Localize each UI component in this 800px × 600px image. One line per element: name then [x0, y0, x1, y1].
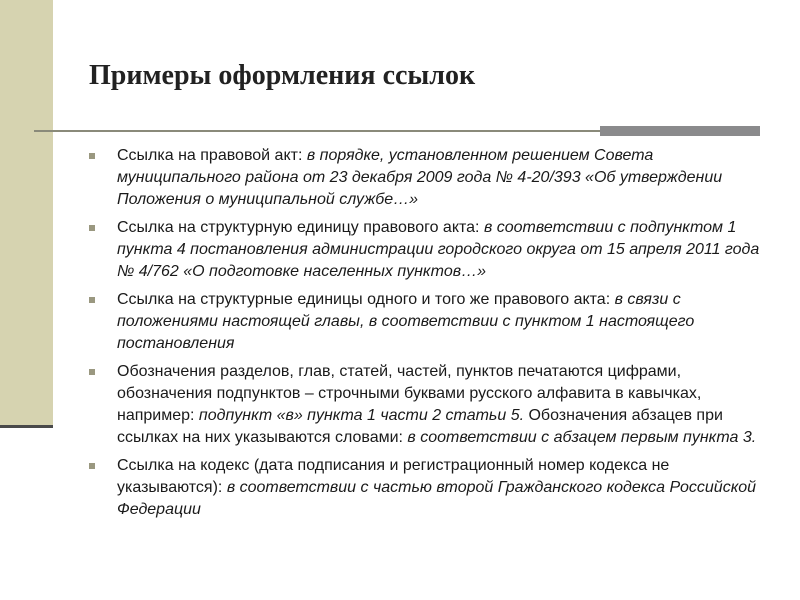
- item-example: в соответствии с абзацем первым пункта 3.: [407, 429, 757, 446]
- item-example: в связи с положениями настоящей главы, в соответствии с пунктом 1 настоящего постановления: [117, 291, 695, 352]
- list-item: [89, 361, 761, 449]
- bullet-icon: [89, 153, 95, 159]
- bullet-icon: [89, 297, 95, 303]
- item-text: Ссылка на структурную единицу правового акта:: [117, 219, 484, 236]
- item-text: Обозначения разделов, глав, статей, частей, пунктов печатаются цифрами, обозначения подпунктов – строчными буквами русского алфавита в кавычках, например:: [117, 363, 702, 424]
- bullet-list: [89, 145, 761, 527]
- bullet-icon: [89, 225, 95, 231]
- divider-accent: [600, 126, 760, 136]
- decorative-side-bar: [0, 0, 53, 427]
- list-item: [89, 455, 761, 521]
- list-item: [89, 217, 761, 283]
- bullet-icon: [89, 369, 95, 375]
- slide-title: Примеры оформления ссылок: [89, 60, 476, 91]
- item-example: подпункт «в» пункта 1 части 2 статьи 5.: [198, 407, 525, 424]
- item-example: в соответствии с подпунктом 1 пункта 4 постановления администрации городского округа от 15 апреля 2011 года № 4/762 «О подготовке населенных пунктов…»: [117, 219, 760, 280]
- item-text: Ссылка на правовой акт:: [117, 147, 307, 164]
- list-item: [89, 145, 761, 211]
- item-example: в порядке, установленном решением Совета муниципального района от 23 декабря 2009 года № 4-20/393 «Об утверждении Положения о муниципальной службе…»: [117, 147, 723, 208]
- item-text: Ссылка на кодекс (дата подписания и регистрационный номер кодекса не указываются):: [117, 457, 670, 496]
- item-text: Обозначения абзацев при ссылках на них указываются словами:: [117, 407, 723, 446]
- item-text: Ссылка на структурные единицы одного и того же правового акта:: [117, 291, 615, 308]
- list-item: [89, 289, 761, 355]
- side-bar-underline: [0, 425, 53, 428]
- item-example: в соответствии с частью второй Гражданского кодекса Российской Федерации: [117, 479, 757, 518]
- bullet-icon: [89, 463, 95, 469]
